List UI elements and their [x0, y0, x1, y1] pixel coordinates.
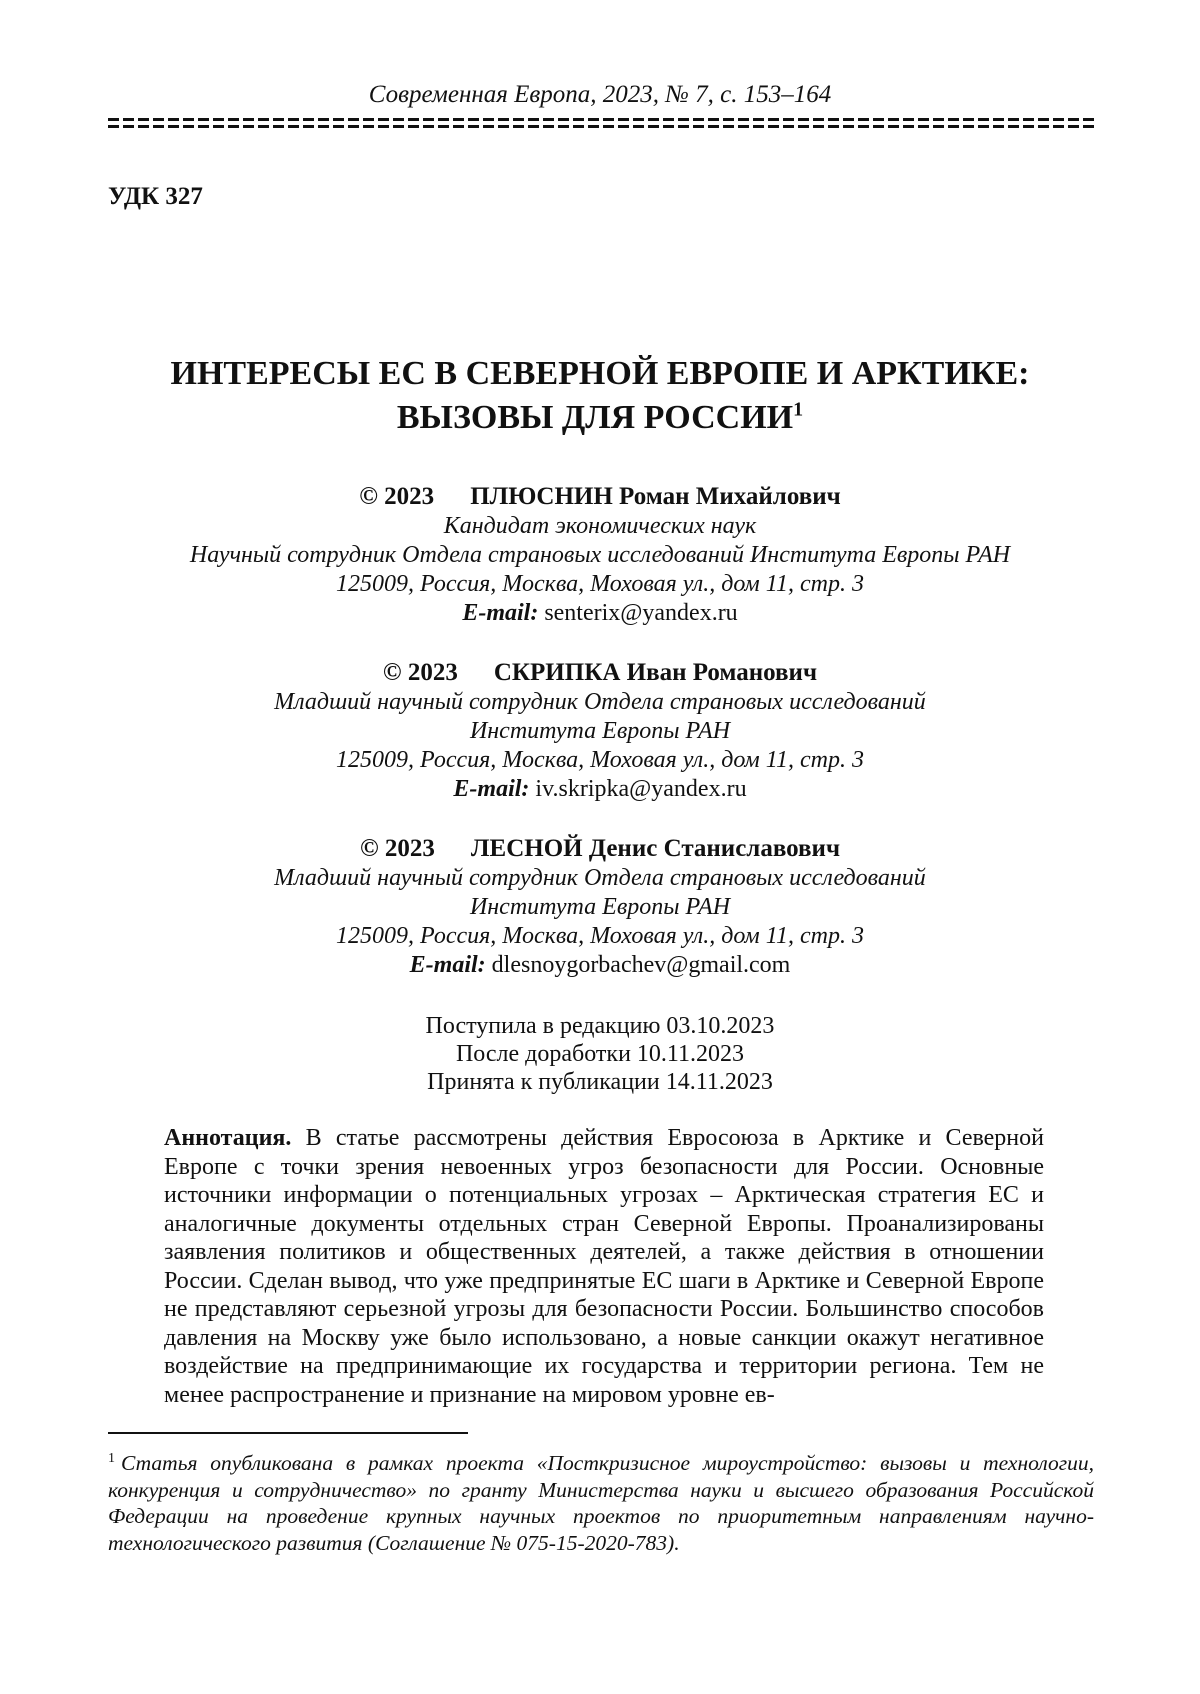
author-email-line — [0, 951, 1200, 980]
journal-citation: Современная Европа, 2023, № 7, с. 153–164 — [368, 81, 832, 108]
abstract-label: Аннотация. — [164, 1125, 292, 1151]
footnote-separator — [108, 1432, 468, 1434]
date-received: Поступила в редакцию 03.10.2023 — [425, 1013, 775, 1039]
title-line-2 — [0, 396, 1200, 440]
publication-dates — [0, 1012, 1200, 1096]
email-label: E-mail: — [453, 776, 530, 802]
author-position-line-2: Института Европы РАН — [469, 894, 731, 920]
author-email[interactable]: iv.skripka@yandex.ru — [535, 776, 747, 802]
author-email[interactable]: senterix@yandex.ru — [544, 600, 738, 626]
date-revised: После доработки 10.11.2023 — [455, 1041, 745, 1067]
author-name-line — [0, 658, 1200, 688]
author-block-2 — [0, 658, 1200, 804]
author-email-line — [0, 775, 1200, 804]
author-email-line — [0, 599, 1200, 628]
date-accepted: Принята к публикации 14.11.2023 — [427, 1069, 773, 1095]
footnote-mark: 1 — [108, 1450, 115, 1466]
article-title — [0, 352, 1200, 440]
author-position-line-2: Института Европы РАН — [469, 718, 731, 744]
author-address: 125009, Россия, Москва, Моховая ул., дом 11, стр. 3 — [336, 923, 864, 949]
author-block-3 — [0, 834, 1200, 980]
email-label: E-mail: — [462, 600, 539, 626]
abstract-text: В статье рассмотрены действия Евросоюза в Арктике и Северной Европе с точки зрения невоенных угроз безопасности для России. Основные источники информации о потенциальных угрозах – Арктическая стратегия ЕС и аналогичные документы отдельных стран Северной Европы. Проанализированы заявления политиков и общественных деятелей, а также действия в отношении России. Сделан вывод, что уже предпринятые ЕС шаги в Арктике и Северной Европе не представляют серьезной угрозы для безопасности России. Большинство способов давления на Москву уже было использовано, а новые санкции окажут негативное воздействие на предпринимающие их государства и территории региона. Тем не менее распространение и признание на мировом уровне ев- — [164, 1125, 1044, 1408]
author-copyright-year: © 2023 — [382, 659, 458, 686]
author-degree: Кандидат экономических наук — [443, 513, 757, 539]
title-line-1: ИНТЕРЕСЫ ЕС В СЕВЕРНОЙ ЕВРОПЕ И АРКТИКЕ: — [170, 355, 1030, 392]
author-email[interactable]: dlesnoygorbachev@gmail.com — [491, 952, 791, 978]
header-rule-line-top — [108, 118, 1094, 121]
header-double-rule — [108, 118, 1094, 128]
udk-code: УДК 327 — [108, 183, 203, 210]
author-copyright-year: © 2023 — [359, 483, 435, 510]
author-copyright-year: © 2023 — [359, 835, 435, 862]
author-position-line-1: Младший научный сотрудник Отдела страновых исследований — [274, 865, 926, 891]
footnote-text: Статья опубликована в рамках проекта «Посткризисное мироустройство: вызовы и технологии, конкуренция и сотрудничество» по гранту Министерства науки и высшего образования Российской Федерации на проведение крупных научных проектов по приоритетным направлениям научно-технологического развития (Соглашение № 075-15-2020-783). — [108, 1451, 1094, 1555]
author-name-line — [0, 834, 1200, 864]
title-footnote-mark: 1 — [793, 398, 804, 421]
title-line-2-text: ВЫЗОВЫ ДЛЯ РОССИИ — [396, 399, 794, 436]
author-name: СКРИПКА Иван Романович — [493, 659, 818, 686]
footnote — [108, 1450, 1094, 1556]
author-address: 125009, Россия, Москва, Моховая ул., дом 11, стр. 3 — [336, 747, 864, 773]
author-position-line-1: Младший научный сотрудник Отдела страновых исследований — [274, 689, 926, 715]
author-name: ПЛЮСНИН Роман Михайлович — [470, 483, 841, 510]
author-name-line — [0, 482, 1200, 512]
author-position: Научный сотрудник Отдела страновых исследований Института Европы РАН — [189, 542, 1011, 568]
email-label: E-mail: — [409, 952, 486, 978]
header-rule-line-bottom — [108, 125, 1094, 128]
abstract — [164, 1124, 1044, 1409]
author-address: 125009, Россия, Москва, Моховая ул., дом 11, стр. 3 — [336, 571, 864, 597]
author-name: ЛЕСНОЙ Денис Станиславович — [470, 835, 841, 862]
author-block-1 — [0, 482, 1200, 628]
